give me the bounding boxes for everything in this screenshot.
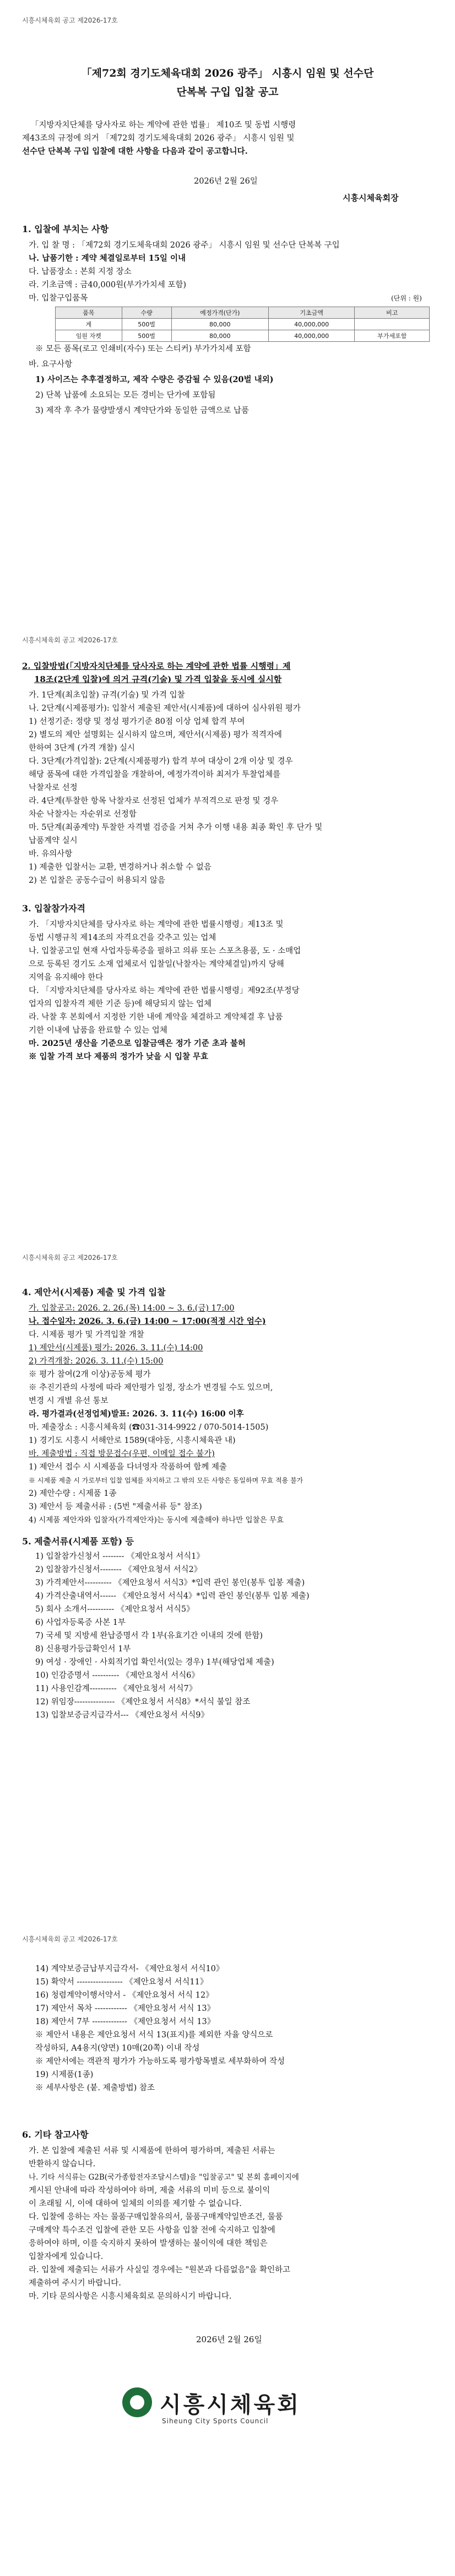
s2-line: 1) 제출한 입찰서는 교환, 변경하거나 취소할 수 없음 (29, 863, 212, 872)
s3-line: 다. 「지방자치단체를 당사자로 하는 계약에 관한 법률시행령」제92조(부정당 (29, 986, 300, 995)
table-cell: 500벌 (122, 330, 171, 342)
s2-line: 해당 품목에 대한 가격입찰을 개찰하여, 예정가격이하 최저가 투찰업체를 (29, 770, 281, 779)
s6-line: 구매계약 특수조건 입찰에 관한 모든 사항을 입찰 전에 숙지하고 입찰에 (29, 2226, 275, 2235)
table-row (56, 330, 430, 342)
s3-line: 가. 「지방자치단체를 당사자로 하는 계약에 관한 법률시행령」제13조 및 (29, 920, 284, 929)
s5-line: 10) 인감증명서 ---------- 《제안요청서 서식6》 (35, 1671, 199, 1680)
s4-line: 2) 제안수량 : 시제품 1종 (29, 1489, 117, 1498)
s5-line2: 16) 청렴계약이행서약서 - 《제안요청서 서식 12》 (35, 1991, 214, 2000)
s5-line2: 14) 계약보증금납부지급각서- 《제안요청서 서식10》 (35, 1965, 224, 1973)
s2-line: 한하여 3단계 (가격 개찰) 실시 (29, 744, 136, 753)
s6-line: 입찰자에게 있습니다. (29, 2252, 104, 2261)
s2-line: 다. 3단계(가격입찰): 2단계(시제품평가) 합격 부여 대상이 2개 이상 및 경우 (29, 757, 293, 766)
s6-line: 반환하지 않습니다. (29, 2160, 96, 2169)
s5-line2: 작성하되, A4용지(양면) 10매(20쪽) 이내 작성 (35, 2044, 200, 2053)
s6-line: 나. 기타 서식류는 G2B(국가종합전자조달시스템)을 "입찰공고" 및 본회 홈페이지에 (29, 2173, 299, 2182)
s5-line: 6) 사업자등록증 사본 1부 (35, 1618, 126, 1627)
s3-line: 기한 이내에 납품을 완료할 수 있는 업체 (29, 1026, 167, 1035)
s4-line: 3) 제안서 등 제출서류 : (5번 "제출서류 등" 참조) (29, 1502, 202, 1511)
notice-date: 2026년 2월 26일 (194, 177, 258, 186)
s2-line: 라. 4단계(투찰한 항목 낙찰자로 선정된 업체가 부적격으로 판정 및 경우 (29, 797, 279, 806)
section-1-title: 1. 입찰에 부치는 사항 (22, 224, 109, 234)
org-logo-icon (122, 2387, 152, 2417)
s2-line: 차순 낙찰자는 자순위로 선정함 (29, 810, 137, 819)
s4-line: 다. 시제품 평가 및 가격입찰 개찰 (29, 1330, 144, 1339)
table-row (56, 319, 430, 330)
table-header: 기초금액 (268, 307, 354, 319)
issuer: 시흥시체육회장 (343, 193, 399, 203)
s6-line: 게시된 안내에 따라 작성하여야 하며, 제출 서류의 미비 등으로 불이익 (29, 2186, 270, 2195)
page-header-label: 시흥시체육회 공고 제2026-17호 (22, 17, 118, 24)
s1-note: ※ 모든 품목(로고 인쇄비(자수) 또는 스티커) 부가가치세 포함 (35, 345, 251, 353)
page-header-label: 시흥시체육회 공고 제2026-17호 (22, 636, 118, 644)
s3-line: 라. 낙찰 후 본회에서 지정한 기한 내에 계약을 체결하고 계약체결 후 납품 (29, 1013, 283, 1022)
s5-line: 8) 신용평가등급확인서 1부 (35, 1645, 131, 1654)
table-cell: 80,000 (171, 319, 268, 330)
s4-line: ※ 추진기관의 사정에 따라 제안평가 일정, 장소가 변경될 수도 있으며, (29, 1383, 273, 1392)
page-header-label: 시흥시체육회 공고 제2026-17호 (22, 1935, 118, 1943)
s4-line: ※ 시제품 제출 시 가로부터 입찰 업체를 차지하고 그 밖의 모든 사항은 동일하며 무효 적용 불가 (29, 1477, 304, 1484)
s1-line: 가. 입 찰 명 : 「제72회 경기도체육대회 2026 광주」 시흥시 임원 및 선수단 단복복 구입 (29, 241, 340, 250)
s3-line: 마. 2025년 생산을 기준으로 입찰금액은 정가 기준 초과 불허 (29, 1039, 246, 1048)
s1-special-title: 바. 요구사항 (29, 360, 73, 369)
s3-line: 으로 등록된 경기도 소재 업체로서 입찰일(낙찰자는 계약체결일)까지 당해 (29, 960, 284, 969)
s5-line2: 15) 확약서 ----------------- 《제안요청서 서식11》 (35, 1978, 208, 1987)
s6-line: 이 초래될 시, 이에 대하여 일체의 이의를 제기할 수 없습니다. (29, 2199, 242, 2208)
section-2-title: 2. 입찰방법(「지방자치단체를 당사자로 하는 계약에 관한 법률 시행령」제 (22, 661, 291, 671)
s4-line: 변경 시 개별 유선 통보 (29, 1397, 109, 1405)
s3-line: ※ 입찰 가격 보다 제품의 정가가 낮을 시 입찰 무효 (29, 1052, 209, 1061)
table-cell: 부가세포함 (355, 330, 430, 342)
closing-date: 2026년 2월 26일 (196, 2334, 262, 2344)
intro-line: 제43조의 규정에 의거 「제72회 경기도체육대회 2026 광주」 시흥시 임원 및 (22, 134, 295, 143)
s1-special: 2) 단복 납품에 소요되는 모든 경비는 단가에 포함됨 (35, 391, 216, 400)
s5-line: 13) 입찰보증금지급각서--- 《제안요청서 서식9》 (35, 1711, 209, 1720)
s1-special: 3) 제작 후 추가 물량발생시 계약단가와 동일한 금액으로 납품 (35, 406, 249, 415)
s2-line: 마. 5단계(최종계약) 투찰한 자격별 검증을 거쳐 추가 이행 내용 최종 확인 후 단가 및 (29, 823, 323, 832)
s2-line: 2) 본 입찰은 공동수급이 허용되지 않음 (29, 876, 166, 885)
s4-line: 4) 시제품 제안자와 입찰자(가격제안자)는 동시에 제출해야 하나만 입찰은 무효 (29, 1516, 284, 1525)
s4-line: 마. 제출장소 : 시흥시체육회 (☎031-314-9922 / 070-5014-1505) (29, 1423, 269, 1432)
notice-title-line1: 「제72회 경기도체육대회 2026 광주」 시흥시 임원 및 선수단 (81, 67, 374, 79)
s4-line: 가. 입찰공고: 2026. 2. 26.(목) 14:00 ~ 3. 6.(금) 17:00 (29, 1304, 235, 1313)
s5-line: 11) 사용인감계---------- 《제안요청서 서식7》 (35, 1684, 197, 1693)
s3-line: 지역을 유지해야 한다 (29, 973, 104, 982)
table-cell: 40,000,000 (268, 330, 354, 342)
s5-line2: ※ 세부사항은 (붙. 제출방법) 참조 (35, 2084, 155, 2092)
section-2-title-cont: 18조(2단계 입찰)에 의거 규격(기술) 및 가격 입찰을 동시에 실시함 (34, 674, 282, 684)
s2-line: 납품계약 실시 (29, 836, 78, 845)
s1-line: 다. 납품장소 : 본회 지정 장소 (29, 267, 132, 276)
s2-line: 낙찰자로 선정 (29, 783, 78, 792)
notice-title-line2: 단복복 구입 입찰 공고 (176, 86, 279, 98)
org-name-en: Siheung City Sports Council (162, 2417, 269, 2425)
s5-line2: ※ 제안서에는 객관적 평가가 가능하도록 평가항목별로 세부화하여 작성 (35, 2057, 285, 2066)
s1-line: 마. 입찰구입품목 (29, 294, 88, 303)
s6-line: 응하여야 하며, 이를 숙지하지 못하여 발생하는 불이익에 대한 책임은 (29, 2239, 268, 2248)
s6-line: 다. 입찰에 응하는 자는 물품구매입찰유의서, 물품구매계약일반조건, 물품 (29, 2213, 283, 2221)
s4-line: 1) 경기도 시흥시 서해안로 1589(대야동, 시흥시체육관 내) (29, 1436, 236, 1445)
intro-line: 「지방자치단체를 당사자로 하는 계약에 관한 법률」 제10조 및 동법 시행령 (31, 121, 296, 130)
s5-line: 4) 가격산출내역서------ 《제안요청서 서식4》*입력 관인 봉인(봉투 입봉 제출) (35, 1592, 310, 1601)
table-header: 비고 (355, 307, 430, 319)
table-header: 수량 (122, 307, 171, 319)
s2-line: 바. 유의사항 (29, 850, 73, 858)
s4-line: 1) 제안서(시제품) 평가: 2026. 3. 11.(수) 14:00 (29, 1344, 203, 1353)
page-header-label: 시흥시체육회 공고 제2026-17호 (22, 1254, 118, 1262)
s5-line: 5) 회사 소개서---------- 《제안요청서 서식5》 (35, 1605, 194, 1614)
table-header: 예정가격(단가) (171, 307, 268, 319)
s2-line: 2) 별도의 제안 설명회는 실시하지 않으며, 제안서(시제품) 평가 적격자에 (29, 731, 282, 739)
s4-line: 1) 제안서 접수 시 시제품을 다녀영자 작품하여 함께 제출 (29, 1463, 227, 1472)
s5-line2: 18) 제안서 7부 ------------- 《제안요청서 서식 13》 (35, 2017, 215, 2026)
org-name: 시흥시체육회 (160, 2392, 301, 2418)
s5-line: 12) 위임장--------------- 《제안요청서 서식8》*서식 불일 참조 (35, 1698, 251, 1706)
s4-line: 바. 제출방법 : 직접 방문접수(우편, 이메일 접수 불가) (29, 1450, 215, 1458)
s6-line: 라. 입찰에 제출되는 서류가 사실일 경우에는 "원본과 다름없음"을 확인하고 (29, 2266, 291, 2274)
s5-line: 1) 입찰참가신청서 -------- 《제안요청서 서식1》 (35, 1552, 204, 1561)
section-6-title: 6. 기타 참고사항 (22, 2129, 89, 2140)
s5-line: 9) 여성 · 장애인 · 사회적기업 확인서(있는 경우) 1부(해당업체 제출) (35, 1658, 274, 1667)
s5-line2: 19) 시제품(1종) (35, 2070, 94, 2079)
section-5-title: 5. 제출서류(시제품 포함) 등 (22, 1536, 134, 1547)
s4-line: 2) 가격개찰: 2026. 3. 11.(수) 15:00 (29, 1357, 164, 1366)
section-3-title: 3. 입찰참가자격 (22, 903, 86, 914)
table-header: 품목 (56, 307, 122, 319)
s1-special: 1) 사이즈는 추후결정하고, 제작 수량은 증감될 수 있음(20벌 내외) (35, 375, 274, 384)
table-cell: 계 (56, 319, 122, 330)
s4-line: 나. 접수일자: 2026. 3. 6.(금) 14:00 ~ 17:00(적정 시간 엄수) (29, 1317, 266, 1326)
s5-line: 7) 국세 및 지방세 완납증명서 각 1부(유효기간 이내의 것에 한함) (35, 1632, 263, 1640)
s6-line: 가. 본 입찰에 제출된 서류 및 시제품에 한하여 평가하며, 제출된 서류는 (29, 2146, 275, 2155)
section-4-title: 4. 제안서(시제품) 제출 및 가격 입찰 (22, 1287, 166, 1297)
intro-line: 선수단 단복복 구입 입찰에 대한 사항을 다음과 같이 공고합니다. (22, 147, 248, 156)
table-cell: 40,000,000 (268, 319, 354, 330)
s1-line: 나. 납품기한 : 계약 체결일로부터 15일 이내 (29, 254, 186, 263)
s3-line: 나. 입찰공고일 현재 사업자등록증을 필하고 의류 또는 스포츠용품, 도 · 소매업 (29, 947, 301, 956)
s5-line: 2) 입찰참가신청서-------- 《제안요청서 서식2》 (35, 1565, 202, 1574)
unit-label: (단위 : 원) (391, 294, 422, 302)
table-cell: 80,000 (171, 330, 268, 342)
table-cell: 500벌 (122, 319, 171, 330)
s4-line: ※ 평가 참여(2개 이상)공동체 평가 (29, 1370, 151, 1379)
s5-line2: ※ 제안서 내용은 제안요청서 서식 13(표지)를 제외한 자율 양식으로 (35, 2031, 273, 2040)
s2-line: 가. 1단계(최초입찰) 규격(기술) 및 가격 입찰 (29, 691, 185, 700)
table-header-row (56, 307, 430, 319)
s3-line: 업자의 입찰자격 제한 기준 등)에 해당되지 않는 업체 (29, 1000, 212, 1008)
s3-line: 동법 시행규칙 제14조의 자격요건을 갖추고 있는 업체 (29, 933, 216, 942)
s2-line: 나. 2단계(시제품평가): 입찰서 제출된 제안서(시제품)에 대하여 심사위원 평가 (29, 704, 301, 713)
table-cell (355, 319, 430, 330)
s2-line: 1) 선정기준: 정량 및 정성 평가기준 80점 이상 업체 합격 부여 (29, 717, 245, 726)
s4-line: 라. 평가결과(선정업체)발표: 2026. 3. 11(수) 16:00 이후 (29, 1409, 244, 1419)
table-cell: 임원 자켓 (56, 330, 122, 342)
org-logo-inner (130, 2395, 144, 2409)
s6-line: 마. 기타 문의사항은 시흥시체육회로 문의하시기 바랍니다. (29, 2292, 232, 2301)
s5-line: 3) 가격제안서---------- 《제안요청서 서식3》*입력 관인 봉인(봉투 입봉 제출) (35, 1579, 305, 1587)
item-table (55, 307, 430, 342)
s5-line2: 17) 제안서 목차 ------------ 《제안요청서 서식 13》 (35, 2004, 215, 2013)
s1-line: 라. 기초금액 : 금40,000원(부가가치세 포함) (29, 281, 187, 289)
s6-line: 제출하여 주시기 바랍니다. (29, 2279, 121, 2288)
